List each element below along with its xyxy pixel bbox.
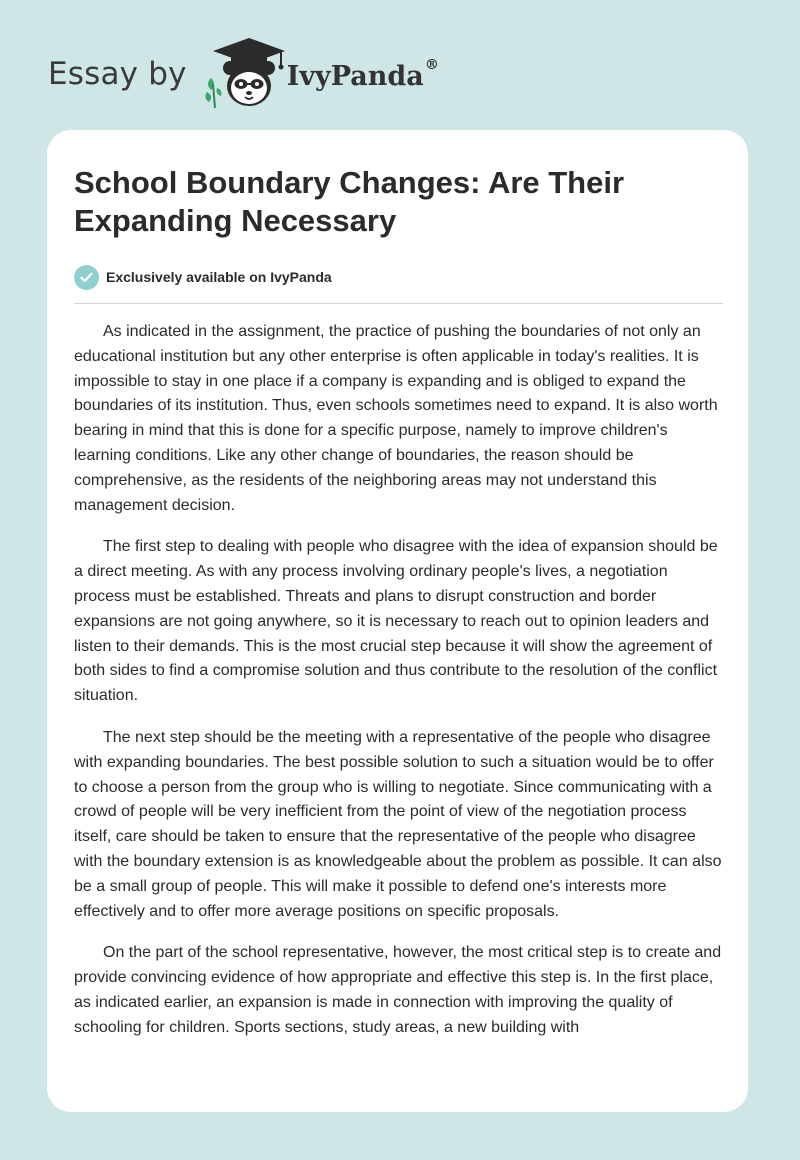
essay-by-label: Essay by xyxy=(48,56,187,92)
paragraph: The first step to dealing with people who disagree with the idea of expansion should be a direct meeting. As with any process involving ordinary people's lives, a negotiation process must be established. Threats and plans to disrupt construction and border expansions are not going anywhere, so it is necessary to reach out to opinion leaders and listen to their demands. This is the most crucial step because it will show the agreement of both sides to find a compromise solution and thus contribute to the resolution of the conflict situation. xyxy=(74,538,718,705)
paragraph: The next step should be the meeting with a representative of the people who disagree with expanding boundaries. The best possible solution to such a situation would be to offer to choose a person from the group who is willing to negotiate. Since communicating with a crowd of people will be very inefficient from the point of view of the negotiation process itself, care should be taken to ensure that the representative of the people who disagree with the boundary extension is as knowledgeable about the problem as possible. It can also be a small group of people. This will make it possible to defend one's interests more effectively and to offer more average positions on specific proposals. xyxy=(74,728,722,920)
panda-logo-icon[interactable] xyxy=(203,34,293,114)
essay-card xyxy=(47,130,748,1112)
paragraph: As indicated in the assignment, the practice of pushing the boundaries of not only an educational institution but any other enterprise is often applicable in today's realities. It is impossible to stay in one place if a company is expanding and is obliged to expand the boundaries of its institution. Thus, even schools sometimes need to expand. It is also worth bearing in mind that this is done for a specific purpose, namely to improve children's learning conditions. Like any other change of boundaries, the reason should be comprehensive, as the residents of the neighboring areas may not understand this management decision. xyxy=(74,323,718,514)
registered-mark: ® xyxy=(424,56,439,73)
essay-body xyxy=(74,320,725,1058)
exclusive-label: Exclusively available on IvyPanda xyxy=(106,269,332,285)
check-icon xyxy=(74,265,99,290)
paragraph: On the part of the school representative, however, the most critical step is to create and provide convincing evidence of how appropriate and effective this step is. In the first place, as indicated earlier, an expansion is made in connection with improving the quality of schooling for children. Sports sections, study areas, a new building with xyxy=(74,944,722,1036)
brand-name[interactable]: IvyPanda® xyxy=(286,56,439,92)
exclusive-badge xyxy=(74,264,332,290)
divider xyxy=(74,303,723,304)
essay-title: School Boundary Changes: Are Their Expanding Necessary xyxy=(74,165,625,238)
site-header xyxy=(48,34,439,114)
